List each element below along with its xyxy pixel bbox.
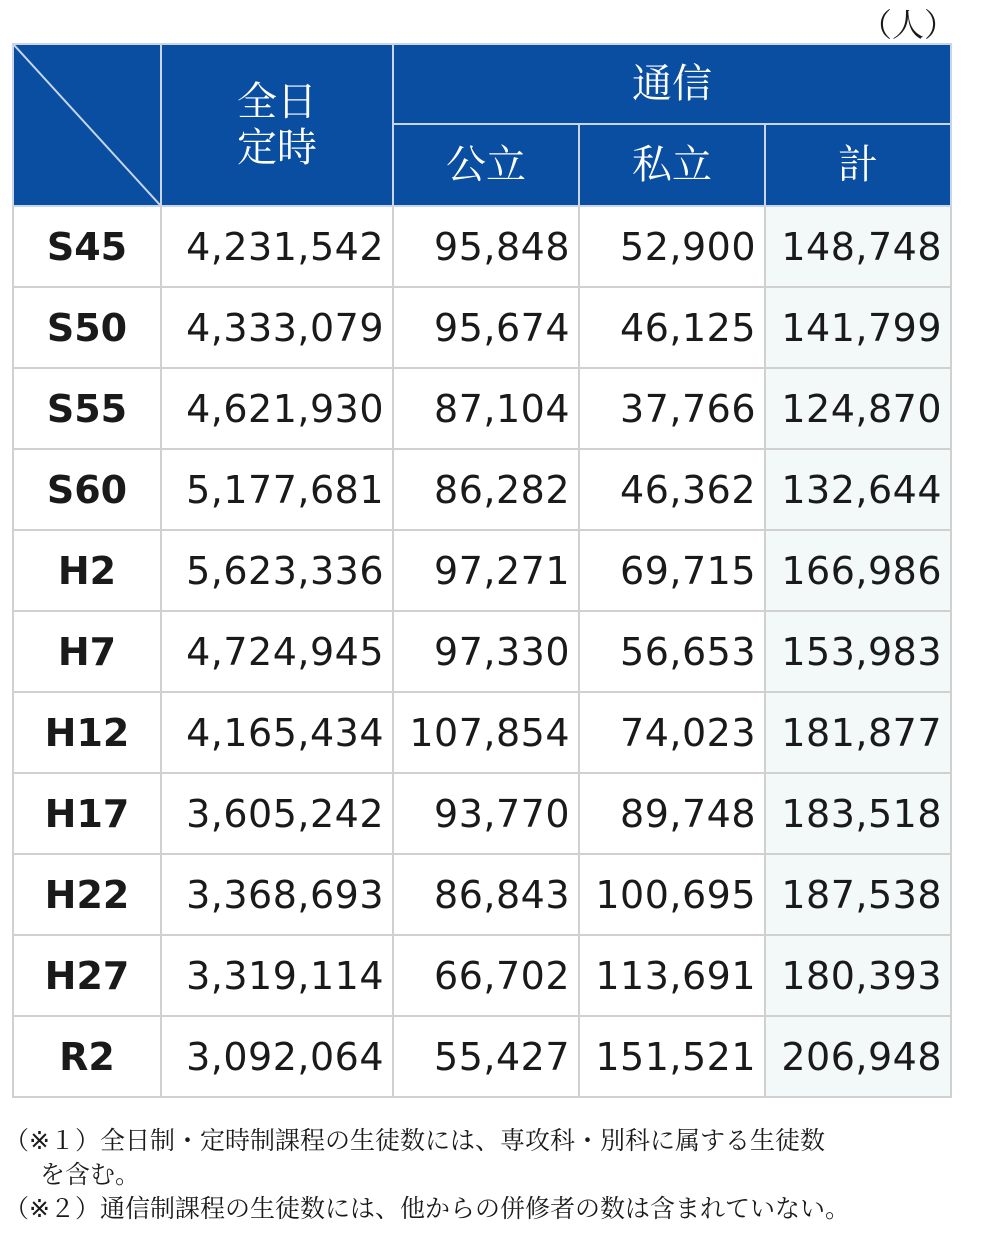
header-private: 私立 xyxy=(579,124,765,206)
unit-label: （人） xyxy=(860,6,957,44)
table-row xyxy=(13,368,951,449)
zenjitsu-teiji-cell: 4,231,542 xyxy=(161,206,393,287)
total-cell: 183,518 xyxy=(765,773,951,854)
table-row xyxy=(13,206,951,287)
year-cell: S60 xyxy=(13,449,161,530)
private-cell: 52,900 xyxy=(579,206,765,287)
zenjitsu-teiji-cell: 5,177,681 xyxy=(161,449,393,530)
diagonal-line xyxy=(14,45,160,205)
zenjitsu-teiji-cell: 4,621,930 xyxy=(161,368,393,449)
private-cell: 151,521 xyxy=(579,1016,765,1097)
footnote-2: （※２）通信制課程の生徒数には、他からの併修者の数は含まれていない。 xyxy=(4,1194,850,1223)
header-row-top xyxy=(13,44,951,124)
header-zenjitsu-teiji: 全日 定時 xyxy=(161,44,393,206)
private-cell: 69,715 xyxy=(579,530,765,611)
public-cell: 66,702 xyxy=(393,935,579,1016)
corner-cell xyxy=(13,44,161,206)
private-cell: 37,766 xyxy=(579,368,765,449)
private-cell: 46,362 xyxy=(579,449,765,530)
total-cell: 166,986 xyxy=(765,530,951,611)
public-cell: 93,770 xyxy=(393,773,579,854)
table-row xyxy=(13,1016,951,1097)
zenjitsu-teiji-cell: 4,165,434 xyxy=(161,692,393,773)
total-cell: 206,948 xyxy=(765,1016,951,1097)
total-cell: 153,983 xyxy=(765,611,951,692)
public-cell: 86,282 xyxy=(393,449,579,530)
public-cell: 97,271 xyxy=(393,530,579,611)
total-cell: 187,538 xyxy=(765,854,951,935)
header-total: 計 xyxy=(765,124,951,206)
year-cell: H12 xyxy=(13,692,161,773)
zenjitsu-teiji-cell: 3,368,693 xyxy=(161,854,393,935)
table-row xyxy=(13,773,951,854)
table-body xyxy=(13,206,951,1097)
private-cell: 56,653 xyxy=(579,611,765,692)
public-cell: 107,854 xyxy=(393,692,579,773)
student-count-table xyxy=(12,43,952,1098)
year-cell: S55 xyxy=(13,368,161,449)
footnote-1: （※１）全日制・定時制課程の生徒数には、専攻科・別科に属する生徒数 xyxy=(4,1126,825,1155)
zenjitsu-teiji-cell: 3,605,242 xyxy=(161,773,393,854)
total-cell: 141,799 xyxy=(765,287,951,368)
table-row xyxy=(13,611,951,692)
zenjitsu-teiji-cell: 4,724,945 xyxy=(161,611,393,692)
year-cell: H27 xyxy=(13,935,161,1016)
header-tsushin: 通信 xyxy=(393,44,951,124)
public-cell: 55,427 xyxy=(393,1016,579,1097)
footnotes xyxy=(4,1124,996,1226)
zenjitsu-teiji-cell: 3,092,064 xyxy=(161,1016,393,1097)
footnote-1-continued: を含む。 xyxy=(40,1160,141,1189)
table-row xyxy=(13,692,951,773)
year-cell: S45 xyxy=(13,206,161,287)
zenjitsu-teiji-cell: 3,319,114 xyxy=(161,935,393,1016)
header-public: 公立 xyxy=(393,124,579,206)
total-cell: 180,393 xyxy=(765,935,951,1016)
private-cell: 74,023 xyxy=(579,692,765,773)
total-cell: 132,644 xyxy=(765,449,951,530)
table-row xyxy=(13,935,951,1016)
year-cell: H17 xyxy=(13,773,161,854)
year-cell: R2 xyxy=(13,1016,161,1097)
table-row xyxy=(13,530,951,611)
private-cell: 100,695 xyxy=(579,854,765,935)
private-cell: 89,748 xyxy=(579,773,765,854)
year-cell: H2 xyxy=(13,530,161,611)
table-row xyxy=(13,854,951,935)
public-cell: 95,674 xyxy=(393,287,579,368)
total-cell: 181,877 xyxy=(765,692,951,773)
public-cell: 95,848 xyxy=(393,206,579,287)
year-cell: H7 xyxy=(13,611,161,692)
public-cell: 87,104 xyxy=(393,368,579,449)
public-cell: 97,330 xyxy=(393,611,579,692)
year-cell: S50 xyxy=(13,287,161,368)
private-cell: 46,125 xyxy=(579,287,765,368)
zenjitsu-teiji-cell: 5,623,336 xyxy=(161,530,393,611)
table-header xyxy=(13,44,951,206)
table-row xyxy=(13,449,951,530)
total-cell: 124,870 xyxy=(765,368,951,449)
public-cell: 86,843 xyxy=(393,854,579,935)
private-cell: 113,691 xyxy=(579,935,765,1016)
year-cell: H22 xyxy=(13,854,161,935)
total-cell: 148,748 xyxy=(765,206,951,287)
table-row xyxy=(13,287,951,368)
zenjitsu-teiji-cell: 4,333,079 xyxy=(161,287,393,368)
